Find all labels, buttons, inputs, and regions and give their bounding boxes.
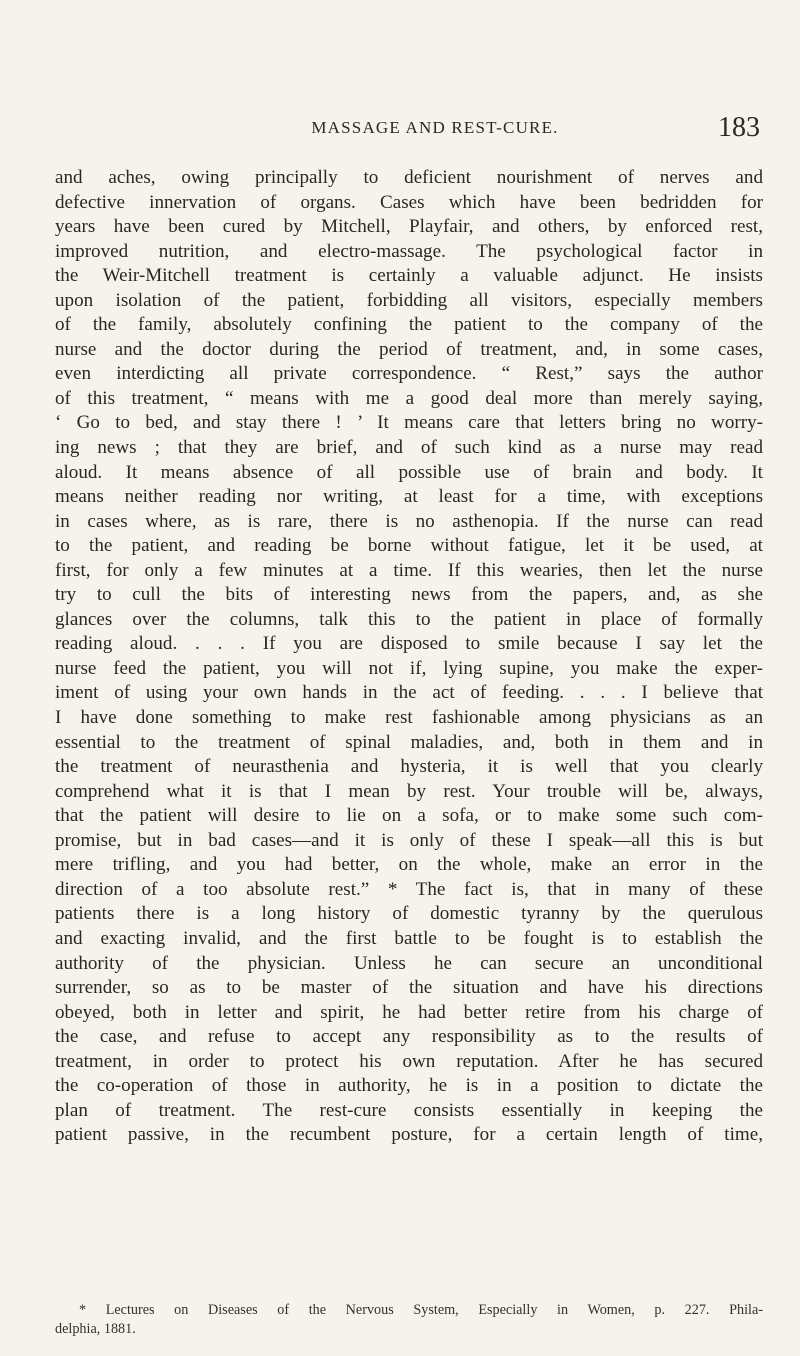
text-line: nurse feed the patient, you will not if, lying supine, you make the exper-: [55, 657, 763, 679]
text-line: of this treatment, “ means with me a good deal more than merely saying,: [55, 387, 763, 409]
text-line: the Weir-Mitchell treatment is certainly a valuable adjunct. He insists: [55, 265, 763, 287]
text-line: iment of using your own hands in the act of feeding. . . . I believe that: [55, 682, 763, 704]
text-line: try to cull the bits of interesting news from the papers, and, as she: [55, 584, 763, 606]
text-line: in cases where, as is rare, there is no asthenopia. If the nurse can read: [55, 510, 763, 532]
text-line: of the family, absolutely confining the patient to the company of the: [55, 314, 763, 336]
text-line: first, for only a few minutes at a time. If this wearies, then let the nurse: [55, 559, 763, 581]
text-line: mere trifling, and you had better, on the whole, make an error in the: [55, 854, 763, 876]
running-head: [110, 112, 760, 148]
text-line: plan of treatment. The rest-cure consists essentially in keeping the: [55, 1099, 763, 1121]
text-line: ‘ Go to bed, and stay there ! ’ It means care that letters bring no worry-: [55, 412, 763, 434]
text-line: glances over the columns, talk this to the patient in place of formally: [55, 608, 763, 630]
text-line: means neither reading nor writing, at least for a time, with exceptions: [55, 486, 763, 508]
text-line: obeyed, both in letter and spirit, he had better retire from his charge of: [55, 1001, 763, 1023]
text-line: to the patient, and reading be borne without fatigue, let it be used, at: [55, 535, 763, 557]
text-line: the co-operation of those in authority, he is in a position to dictate the: [55, 1075, 763, 1097]
footnote-line: * Lectures on Diseases of the Nervous System, Especially in Women, p. 227. Phila-: [79, 1302, 763, 1318]
text-line: and exacting invalid, and the first battle to be fought is to establish the: [55, 927, 763, 949]
text-line: the case, and refuse to accept any responsibility as to the results of: [55, 1026, 763, 1048]
text-line: that the patient will desire to lie on a sofa, or to make some such com-: [55, 805, 763, 827]
text-line: I have done something to make rest fashionable among physicians as an: [55, 707, 763, 729]
text-line: even interdicting all private correspondence. “ Rest,” says the author: [55, 363, 763, 385]
footnote: [55, 1301, 763, 1338]
text-line: upon isolation of the patient, forbidding all visitors, especially members: [55, 289, 763, 311]
text-line: authority of the physician. Unless he can secure an unconditional: [55, 952, 763, 974]
text-line: patient passive, in the recumbent posture, for a certain length of time,: [55, 1124, 763, 1146]
text-line: defective innervation of organs. Cases which have been bedridden for: [55, 191, 763, 213]
text-line: patients there is a long history of domestic tyranny by the querulous: [55, 903, 763, 925]
text-line: direction of a too absolute rest.” * The fact is, that in many of these: [55, 878, 763, 900]
text-line: treatment, in order to protect his own reputation. After he has secured: [55, 1050, 763, 1072]
footnote-line: delphia, 1881.: [55, 1320, 136, 1337]
text-line: comprehend what it is that I mean by rest. Your trouble will be, always,: [55, 780, 763, 802]
text-line: reading aloud. . . . If you are disposed to smile because I say let the: [55, 633, 763, 655]
text-line: the treatment of neurasthenia and hysteria, it is well that you clearly: [55, 756, 763, 778]
text-line: surrender, so as to be master of the situation and have his directions: [55, 977, 763, 999]
text-line: nurse and the doctor during the period of treatment, and, in some cases,: [55, 338, 763, 360]
text-line: essential to the treatment of spinal maladies, and, both in them and in: [55, 731, 763, 753]
text-line: and aches, owing principally to deficient nourishment of nerves and: [55, 167, 763, 188]
text-line: ing news ; that they are brief, and of such kind as a nurse may read: [55, 437, 763, 459]
text-line: years have been cured by Mitchell, Playfair, and others, by enforced rest,: [55, 216, 763, 238]
text-line: aloud. It means absence of all possible use of brain and body. It: [55, 461, 763, 483]
text-line: promise, but in bad cases—and it is only of these I speak—all this is but: [55, 829, 763, 851]
body-text: [55, 166, 763, 1148]
text-line: improved nutrition, and electro-massage. The psychological factor in: [55, 240, 763, 262]
page-number: 183: [718, 112, 760, 143]
running-title: MASSAGE AND REST-CURE.: [311, 118, 559, 137]
